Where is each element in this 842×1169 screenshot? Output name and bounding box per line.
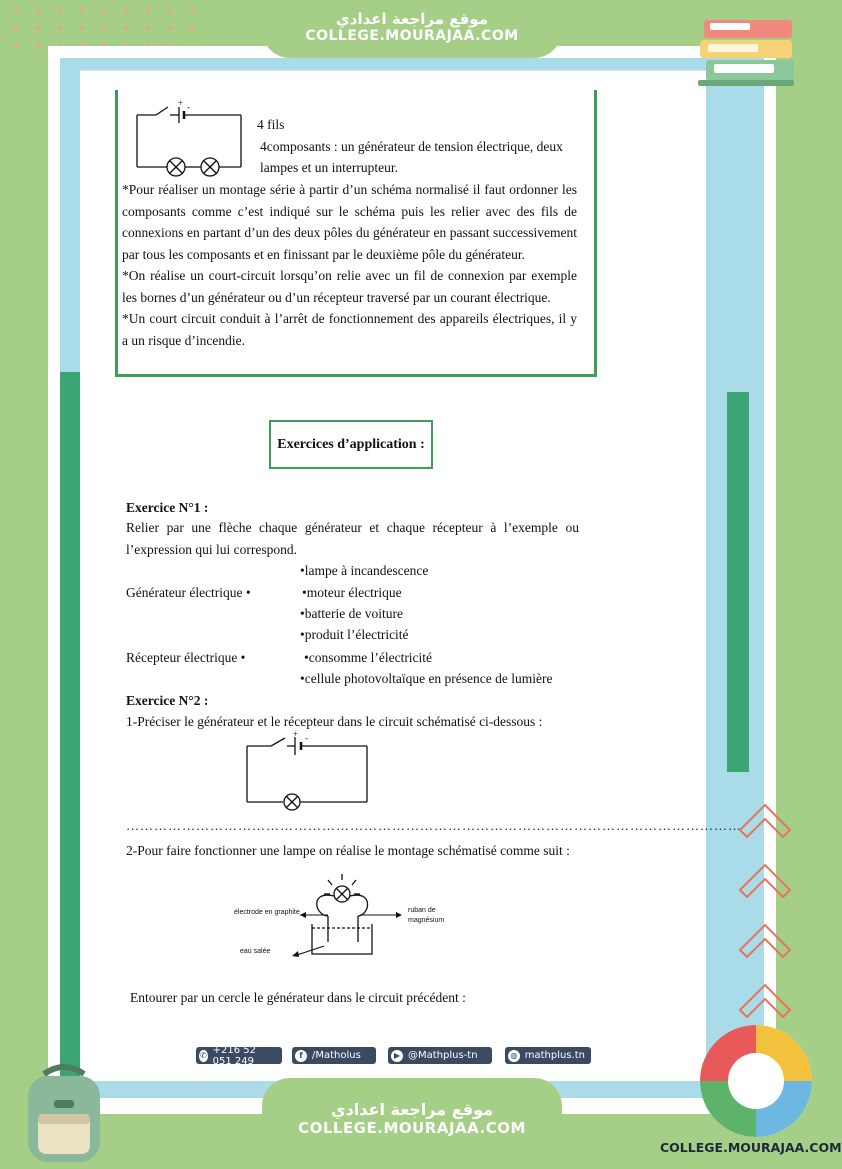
exercise-2-title: Exercice N°2 : (126, 693, 209, 708)
svg-text:-: - (187, 102, 190, 112)
chevron-up-icon (735, 912, 795, 972)
books-icon (694, 14, 804, 94)
exercise-1-instruction: Relier par une flèche chaque générateur et chaque récepteur à l’exemple ou l’expression qui lui correspond. (126, 520, 579, 557)
svg-text:+: + (293, 729, 299, 739)
decorative-dot (14, 8, 18, 12)
exercise-2-question-3: Entourer par un cercle le générateur dans le circuit précédent : (130, 990, 466, 1005)
exercise-1-right-item: •consomme l’électricité (304, 650, 433, 665)
exercise-1-left-receiver: Récepteur électrique • (126, 650, 246, 665)
label-arrow-left (300, 910, 330, 920)
social-youtube[interactable]: ▶ @Mathplus-tn (388, 1047, 492, 1064)
diagram-label-components: 4composants : un générateur de tension électrique, deux (260, 139, 563, 154)
svg-text:+: + (178, 98, 184, 108)
decorative-stripe-right (727, 392, 749, 772)
backpack-icon (14, 1060, 114, 1165)
facebook-icon: f (295, 1050, 307, 1062)
education-logo-icon (694, 1022, 818, 1140)
exercise-1-right-item: •produit l’électricité (300, 627, 409, 642)
exercise-1-left-generator: Générateur électrique • (126, 585, 251, 600)
decorative-dot (146, 8, 150, 12)
section-title: Exercices d’application : (277, 436, 425, 452)
decorative-dot (14, 26, 18, 30)
chevron-up-icon (735, 792, 795, 852)
label-arrow-water (292, 944, 326, 958)
decorative-dot (102, 8, 106, 12)
label-arrow-right (360, 910, 404, 920)
label-electrode: électrode en graphite (234, 909, 300, 916)
site-name-arabic: موقع مراجعة اعدادي (330, 1100, 494, 1119)
social-facebook[interactable]: f /Matholus (292, 1047, 376, 1064)
summary-paragraph-2: *On réalise un court-circuit lorsqu’on relie avec un fil de connexion par exemple les bornes d’un générateur ou d’un récepteur traversé par un courant électrique. (122, 268, 577, 305)
site-name-arabic: موقع مراجعة اعدادي (336, 10, 488, 28)
label-ribbon: ruban de (408, 907, 436, 914)
label-ribbon-2: magnésium (408, 917, 445, 924)
decorative-dot (190, 8, 194, 12)
decorative-dot (36, 26, 40, 30)
exercise-1-right-item: •batterie de voiture (300, 606, 403, 621)
decorative-dot (168, 26, 172, 30)
decorative-stripe-left (60, 372, 80, 1132)
chevron-up-icon (735, 852, 795, 912)
youtube-icon: ▶ (391, 1050, 403, 1062)
decorative-dot (14, 44, 18, 48)
decorative-dot (124, 26, 128, 30)
answer-line: …………………………………………………………………………………………………………………… (126, 818, 742, 833)
simple-circuit-diagram (243, 729, 373, 810)
decorative-dot (36, 8, 40, 12)
decorative-dot (80, 26, 84, 30)
exercise-1-right-item: •cellule photovoltaïque en présence de lumière (300, 671, 553, 686)
social-website[interactable]: ◍ mathplus.tn (505, 1047, 591, 1064)
exercise-2-question-1: 1-Préciser le générateur et le récepteur dans le circuit schématisé ci-dessous : (126, 714, 543, 729)
svg-text:-: - (305, 733, 308, 743)
exercise-1-title: Exercice N°1 : (126, 500, 209, 515)
site-url[interactable]: COLLEGE.MOURAJAA.COM (305, 28, 519, 44)
globe-icon: ◍ (508, 1050, 520, 1062)
decorative-dot (146, 26, 150, 30)
decorative-dot (36, 44, 40, 48)
decorative-dot (58, 26, 62, 30)
social-whatsapp[interactable]: ✆ +216 52 051 249 (196, 1047, 282, 1064)
diagram-label-wires: 4 fils (257, 117, 285, 132)
site-banner-top[interactable] (262, 0, 562, 58)
decorative-dot (168, 8, 172, 12)
decorative-dot (58, 8, 62, 12)
decorative-dot (124, 8, 128, 12)
decorative-dot (190, 26, 194, 30)
decorative-dot (80, 8, 84, 12)
site-banner-bottom[interactable] (262, 1078, 562, 1148)
exercise-1-right-item: •moteur électrique (302, 585, 402, 600)
whatsapp-icon: ✆ (199, 1050, 207, 1060)
decorative-dot (102, 26, 106, 30)
site-url[interactable]: COLLEGE.MOURAJAA.COM (298, 1119, 526, 1137)
summary-paragraph-3: *Un court circuit conduit à l’arrêt de fonctionnement des appareils électriques, il y a un risque d’incendie. (122, 311, 577, 348)
diagram-label-components-2: lampes et un interrupteur. (260, 160, 398, 175)
label-saltwater: eau salée (240, 948, 271, 955)
exercise-2-question-2: 2-Pour faire fonctionner une lampe on réalise le montage schématisé comme suit : (126, 843, 570, 858)
brand-url[interactable]: COLLEGE.MOURAJAA.COM (660, 1140, 842, 1155)
series-circuit-diagram (134, 100, 244, 180)
exercise-1-right-item: •lampe à incandescence (300, 563, 429, 578)
summary-paragraph-1: *Pour réaliser un montage série à partir d’un schéma normalisé il faut ordonner les composants comme c’est indiqué sur le schéma puis les relier avec des fils de connexions en partant d’un des deux pôles du générateur en passant successivement par tous les composants et en finissant par le deuxième pôle du générateur. (122, 182, 577, 262)
section-title-box (269, 420, 433, 469)
